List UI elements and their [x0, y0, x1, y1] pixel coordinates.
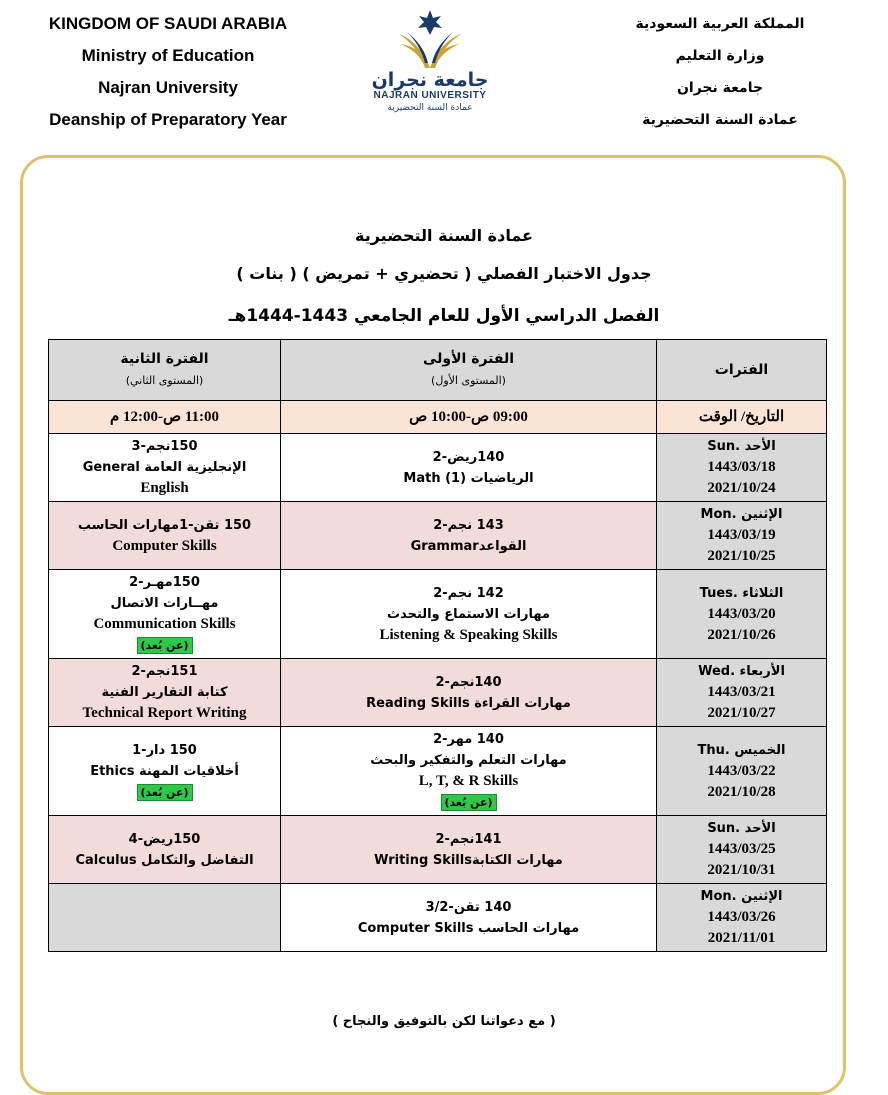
course-name: Writing Skillsمهارات الكتابة	[374, 852, 563, 868]
header-en-line-4: Deanship of Preparatory Year	[49, 110, 287, 129]
gregorian-date: 2021/10/24	[707, 480, 776, 496]
gregorian-date: 2021/10/31	[707, 862, 776, 878]
course-code: 140 تقن-3/2	[425, 899, 512, 915]
first-period-sublabel: (المستوى الأول)	[431, 374, 506, 387]
table-row	[49, 816, 827, 884]
course-name: الإنجليزية العامة General	[82, 460, 247, 475]
gregorian-date: 2021/10/25	[707, 548, 776, 564]
table-row	[49, 884, 827, 952]
day-name: Mon. الإثنين	[700, 507, 783, 522]
header-ar-line-2: وزارة التعليم	[675, 48, 765, 64]
header-ar-line-1: المملكة العربية السعودية	[635, 16, 805, 32]
logo-arabic-name: جامعة نجران	[371, 69, 489, 91]
hijri-date: 1443/03/22	[707, 762, 776, 779]
table-row	[49, 727, 827, 816]
palm-star-icon	[395, 8, 465, 70]
first-period-cell	[281, 727, 657, 816]
second-period-sublabel: (المستوى الثاني)	[125, 374, 204, 387]
second-period-cell	[49, 570, 281, 659]
second-period-label: الفترة الثانية	[120, 351, 209, 367]
time-first-period: 09:00 ص-10:00 ص	[281, 401, 657, 434]
table-row	[49, 502, 827, 570]
date-cell	[657, 659, 827, 727]
table-row	[49, 434, 827, 502]
second-period-cell	[49, 659, 281, 727]
second-period-cell	[49, 434, 281, 502]
remote-badge: (عن بُعد)	[441, 794, 497, 811]
course-name: Calculus التفاضل والتكامل	[75, 852, 254, 868]
table-header-row	[49, 340, 827, 401]
course-code: 150نجم-3	[131, 439, 198, 454]
course-name-en: English	[140, 480, 189, 496]
logo-subtitle: عمادة السنة التحضيرية	[387, 103, 473, 113]
date-time-label: التاريخ/ الوقت	[657, 401, 827, 434]
header-ar-line-4: عمادة السنة التحضيرية	[642, 112, 798, 128]
day-name: Wed. الأربعاء	[698, 664, 785, 679]
periods-label: الفترات	[714, 361, 769, 378]
hijri-date: 1443/03/26	[707, 909, 776, 925]
course-code: 141نجم-2	[435, 831, 502, 847]
header-arabic	[590, 8, 850, 136]
gregorian-date: 2021/11/01	[707, 930, 776, 946]
course-name-en: L, T, & R Skills	[418, 773, 519, 789]
header-english	[18, 8, 318, 136]
first-period-cell	[281, 659, 657, 727]
header-second-period	[49, 340, 281, 401]
header-en-line-2: Ministry of Education	[81, 46, 255, 65]
time-row	[49, 401, 827, 434]
header-en-line-3: Najran University	[98, 78, 238, 97]
university-logo	[360, 8, 500, 133]
course-name: Computer Skills مهارات الحاسب	[357, 920, 580, 936]
remote-badge: (عن بُعد)	[137, 784, 193, 801]
logo-english-name: NAJRAN UNIVERSITY	[373, 90, 487, 101]
second-period-cell	[49, 502, 281, 570]
course-name-en: Technical Report Writing	[82, 705, 247, 721]
course-name: كتابة التقارير الفنية	[101, 685, 228, 700]
day-name: Sun. الأحد	[707, 821, 776, 836]
exam-schedule-table	[48, 339, 827, 952]
gregorian-date: 2021/10/28	[707, 783, 776, 800]
course-name: Ethics أخلاقيات المهنة	[90, 763, 239, 779]
deanship-title: عمادة السنة التحضيرية	[355, 226, 533, 245]
first-period-cell	[281, 434, 657, 502]
course-name-en: Listening & Speaking Skills	[379, 626, 558, 643]
gregorian-date: 2021/10/27	[707, 705, 776, 721]
first-period-cell	[281, 816, 657, 884]
hijri-date: 1443/03/19	[707, 527, 776, 543]
remote-badge: (عن بُعد)	[137, 637, 193, 654]
course-name: Grammarالقواعد	[410, 538, 527, 554]
course-code: 150 تقن-1مهارات الحاسب	[77, 517, 252, 533]
course-code: 140ريض-2	[432, 449, 505, 465]
date-cell	[657, 570, 827, 659]
second-period-cell	[49, 727, 281, 816]
course-code: 150 دار-1	[132, 742, 197, 758]
course-code: 140 مهر-2	[433, 732, 504, 747]
first-period-cell	[281, 502, 657, 570]
course-name-en: Communication Skills	[93, 616, 236, 632]
second-period-cell-empty	[49, 884, 281, 952]
day-name: Thu. الخميس	[697, 742, 786, 758]
course-name: مهارات الاستماع والتحدث	[387, 606, 550, 622]
footer-wishes: ( مع دعواتنا لكن بالتوفيق والنجاح )	[332, 1014, 556, 1029]
hijri-date: 1443/03/18	[707, 459, 776, 475]
course-name: Math (1) الرياضيات	[403, 470, 534, 486]
course-code: 140نجم-2	[435, 674, 502, 690]
course-code: 143 نجم-2	[433, 517, 504, 533]
course-name: مهارات التعلم والتفكير والبحث	[370, 753, 567, 768]
date-cell	[657, 434, 827, 502]
course-name-en: Computer Skills	[112, 537, 217, 554]
time-second-period: 11:00 ص-12:00 م	[49, 401, 281, 434]
hijri-date: 1443/03/20	[707, 605, 776, 622]
header-ar-line-3: جامعة نجران	[676, 80, 764, 96]
hijri-date: 1443/03/25	[707, 841, 776, 857]
course-name: Reading Skills مهارات القراءة	[366, 695, 571, 711]
schedule-title: جدول الاختبار الفصلي ( تحضيري + تمريض ) ( بنات )	[236, 264, 652, 283]
course-name: مهــارات الاتصال	[110, 596, 219, 611]
date-cell	[657, 727, 827, 816]
first-period-cell	[281, 884, 657, 952]
course-code: 150ريض-4	[128, 831, 201, 847]
first-period-label: الفترة الأولى	[422, 351, 515, 367]
header-en-line-1: KINGDOM OF SAUDI ARABIA	[48, 14, 288, 33]
semester-title: الفصل الدراسي الأول للعام الجامعي 1443-1444هـ	[228, 306, 660, 326]
gregorian-date: 2021/10/26	[707, 626, 776, 643]
course-code: 142 نجم-2	[433, 585, 504, 601]
first-period-cell	[281, 570, 657, 659]
table-row	[49, 570, 827, 659]
header-periods	[657, 340, 827, 401]
day-name: Mon. الإثنين	[700, 889, 783, 904]
header-first-period	[281, 340, 657, 401]
date-cell	[657, 502, 827, 570]
day-name: Tues. الثلاثاء	[699, 585, 784, 601]
course-code: 151نجم-2	[131, 664, 198, 679]
day-name: Sun. الأحد	[707, 439, 776, 454]
second-period-cell	[49, 816, 281, 884]
table-row	[49, 659, 827, 727]
hijri-date: 1443/03/21	[707, 684, 776, 700]
course-code: 150مهـر-2	[129, 575, 200, 590]
date-cell	[657, 816, 827, 884]
date-cell	[657, 884, 827, 952]
